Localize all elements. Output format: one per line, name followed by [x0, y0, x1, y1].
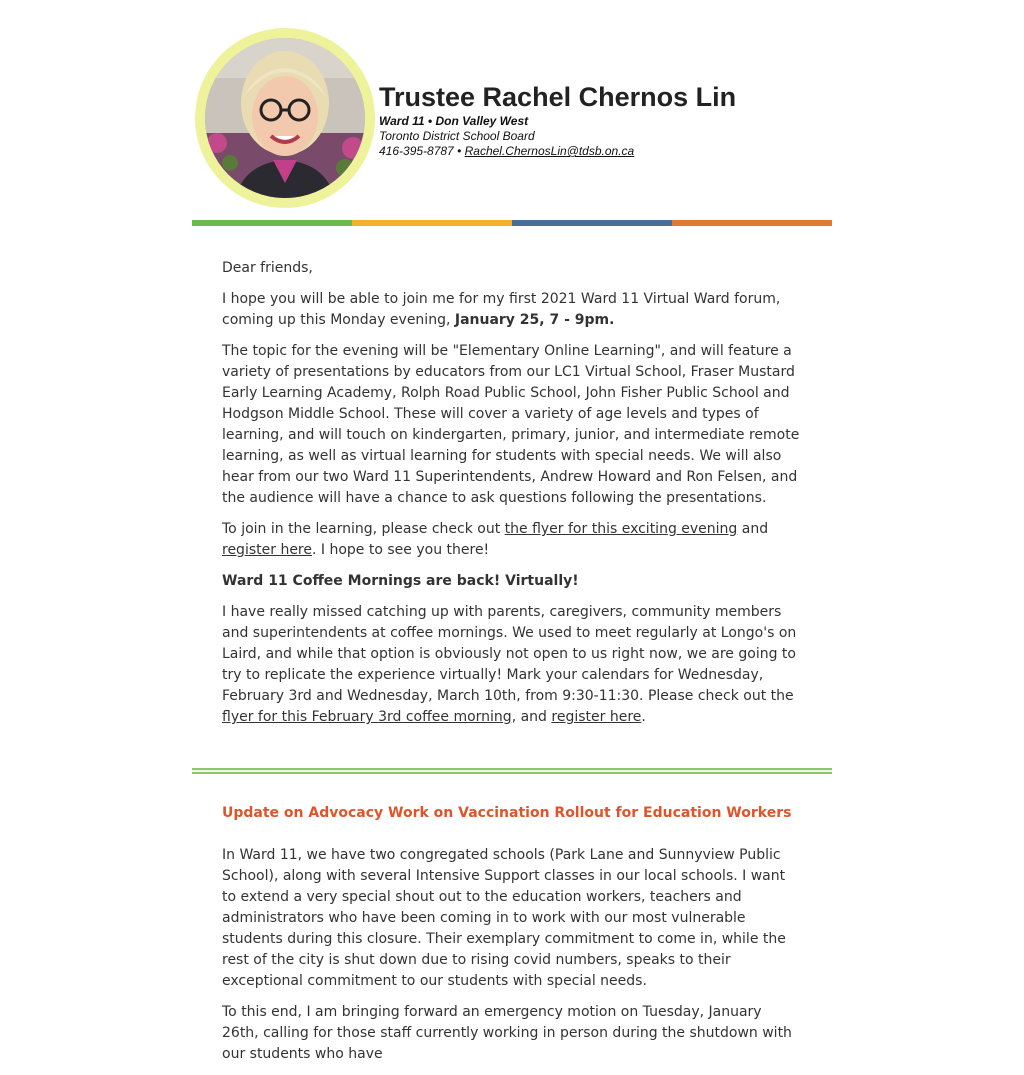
color-bar-green	[192, 220, 352, 226]
coffee-flyer-link[interactable]: flyer for this February 3rd coffee morning	[222, 709, 512, 725]
forum-paragraph	[222, 289, 802, 331]
coffee-text-c: .	[641, 709, 646, 725]
greeting: Dear friends,	[222, 260, 313, 276]
phone: 416-395-8787 •	[379, 144, 465, 158]
topic-paragraph: The topic for the evening will be "Elementary Online Learning", and will feature a variety of presentations by educators from our LC1 Virtual School, Fraser Mustard Early Learning Academy, Rolph Road Public School, John Fisher Public School and Hodgson Middle School. These will cover a variety of age levels and types of learning, and will touch on kindergarten, primary, junior, and intermediate remote learning, as well as virtual learning for students with special needs. We will also hear from our two Ward 11 Superintendents, Andrew Howard and Ron Felsen, and the audience will have a chance to ask questions following the presentations.	[222, 343, 800, 506]
vaccination-heading: Update on Advocacy Work on Vaccination Rollout for Education Workers	[222, 805, 792, 821]
vaccination-paragraph-2: To this end, I am bringing forward an emergency motion on Tuesday, January 26th, calling for those staff currently working in person during the shutdown with our students who have	[222, 1004, 792, 1062]
header	[192, 0, 832, 218]
join-text-a: To join in the learning, please check out	[222, 521, 505, 537]
trustee-name: Trustee Rachel Chernos Lin	[379, 82, 737, 112]
board-label: Toronto District School Board	[379, 129, 535, 143]
forum-flyer-link[interactable]: the flyer for this exciting evening	[504, 521, 738, 537]
contact-line	[379, 144, 736, 159]
join-text-c: . I hope to see you there!	[312, 542, 490, 558]
color-bar-orange	[672, 220, 832, 226]
avatar	[205, 38, 365, 198]
coffee-paragraph	[222, 602, 802, 728]
coffee-heading	[222, 571, 802, 592]
section-divider	[192, 768, 832, 774]
coffee-heading-text: Ward 11 Coffee Mornings are back! Virtually!	[222, 573, 579, 589]
color-bar-yellow	[352, 220, 512, 226]
forum-register-link[interactable]: register here	[222, 542, 312, 558]
avatar-ring	[195, 28, 375, 208]
newsletter	[192, 0, 832, 1062]
coffee-register-link[interactable]: register here	[551, 709, 642, 725]
color-bar-blue	[512, 220, 672, 226]
vaccination-section	[222, 803, 802, 1075]
coffee-text-b: , and	[511, 709, 552, 725]
ward-label: Ward 11 • Don Valley West	[379, 114, 529, 128]
color-bar	[192, 220, 832, 226]
letter-body	[222, 258, 802, 738]
trustee-photo	[205, 38, 365, 198]
coffee-text-a: I have really missed catching up with parents, caregivers, community members and superintendents at coffee mornings. We used to meet regularly at Longo's on Laird, and while that option is obviously not open to us right now, we are going to try to replicate the experience virtually! Mark your calendars for Wednesday, February 3rd and Wednesday, March 10th, from 9:30-11:30. Please check out the	[222, 604, 797, 704]
header-text	[379, 80, 736, 159]
vaccination-paragraph-1: In Ward 11, we have two congregated schools (Park Lane and Sunnyview Public School), along with several Intensive Support classes in our local schools. I want to extend a very special shout out to the education workers, teachers and administrators who have been coming in to work with our most vulnerable students during this closure. Their exemplary commitment to come in, while the rest of the city is shut down due to rising covid numbers, speaks to their exceptional commitment to our students with special needs.	[222, 847, 786, 989]
join-paragraph	[222, 519, 802, 561]
email-link[interactable]: Rachel.ChernosLin@tdsb.on.ca	[464, 144, 635, 158]
join-text-b: and	[737, 521, 769, 537]
forum-date: January 25, 7 - 9pm.	[454, 312, 615, 328]
forum-text: I hope you will be able to join me for my first 2021 Ward 11 Virtual Ward forum, coming up this Monday evening,	[222, 291, 781, 328]
